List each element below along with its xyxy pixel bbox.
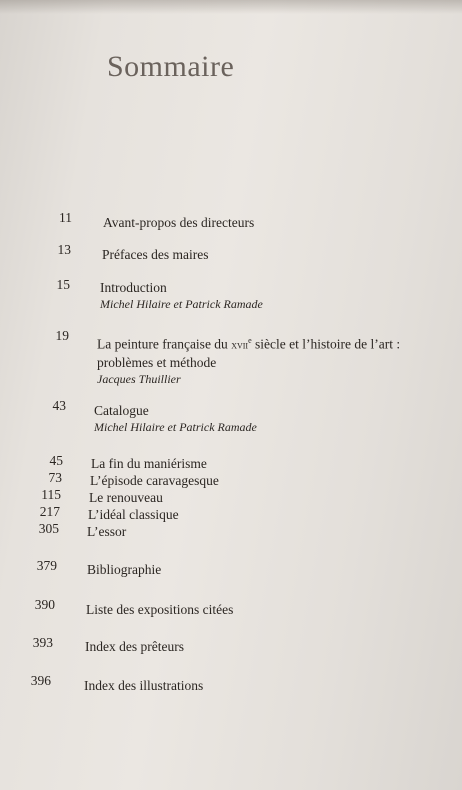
toc-entry-title: Index des illustrations: [84, 678, 204, 693]
toc-entry: [100, 279, 263, 313]
page-number: 45: [49, 453, 63, 468]
page-number: 13: [57, 242, 71, 257]
toc-entry-title: L’essor: [87, 524, 127, 539]
toc-entry-title: La fin du maniérisme: [91, 456, 207, 471]
toc-entry-title: L’idéal classique: [88, 507, 179, 522]
page-number: 305: [38, 521, 59, 536]
century-numeral: xvii: [231, 337, 249, 352]
page-number: 379: [36, 558, 57, 573]
toc-entry: [94, 402, 257, 436]
toc-entry-author: Michel Hilaire et Patrick Ramade: [100, 297, 263, 311]
toc-entry-title: Catalogue: [94, 403, 149, 418]
toc-entry-title: Le renouveau: [89, 490, 163, 505]
toc-entry-title: Avant-propos des directeurs: [103, 215, 255, 230]
page-number: 19: [55, 328, 69, 343]
toc-entry-title: siècle et l’histoire de l’art :: [255, 336, 401, 352]
page-number: 73: [48, 470, 62, 485]
page-number: 15: [56, 277, 70, 292]
toc-entry: [97, 332, 400, 388]
page-title: Sommaire: [107, 50, 235, 83]
toc-entry-author: Michel Hilaire et Patrick Ramade: [94, 420, 257, 434]
page-number: 43: [52, 398, 66, 413]
toc-entry-title: Préfaces des maires: [102, 247, 209, 262]
century-superscript: e: [248, 336, 252, 345]
page-number: 390: [34, 597, 55, 612]
toc-entry-title: Introduction: [100, 280, 167, 295]
toc-entry-title: L’épisode caravagesque: [90, 473, 219, 488]
toc-entry-title: La peinture française du: [97, 336, 228, 352]
toc-entry-title: Index des prêteurs: [85, 639, 184, 654]
page-number: 396: [30, 673, 51, 688]
toc-entry-author: Jacques Thuillier: [97, 371, 181, 386]
page-top-shadow: [0, 0, 462, 14]
page-number: 217: [39, 504, 60, 519]
page-number: 11: [59, 210, 72, 225]
toc-entry-title: Bibliographie: [87, 562, 162, 577]
page-number: 393: [32, 635, 53, 650]
toc-entry-title-line2: problèmes et méthode: [97, 354, 217, 370]
page-number: 115: [41, 487, 61, 502]
toc-entry-title: Liste des expositions citées: [86, 602, 234, 617]
